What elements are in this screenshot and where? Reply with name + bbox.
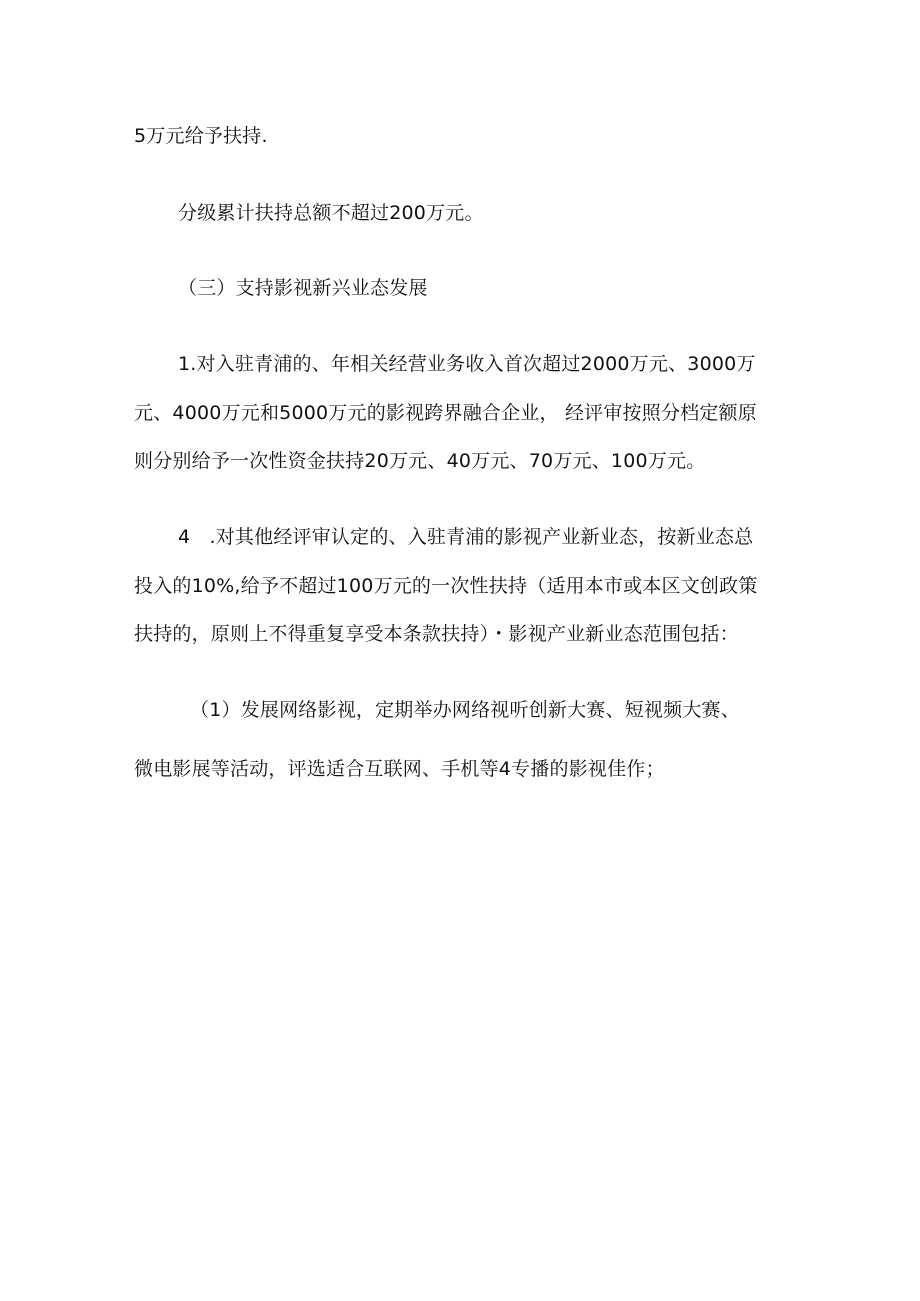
paragraph-1-line-2: 元、4000万元和5000万元的影视跨界融合企业， 经评审按照分档定额原 xyxy=(134,402,757,424)
text-line-total-cap: 分级累计扶持总额不超过200万元。 xyxy=(178,202,484,224)
section-heading: （三）支持影视新兴业态发展 xyxy=(178,277,428,299)
item-1-line-1: （1）发展网络影视，定期举办网络视听创新大赛、短视频大赛、 xyxy=(190,699,740,721)
paragraph-2-line-3: 扶持的，原则上不得重复享受本条款扶持）・影视产业新业态范围包括： xyxy=(134,623,739,645)
paragraph-1-line-1: 1.对入驻青浦的、年相关经营业务收入首次超过2000万元、3000万 xyxy=(178,353,756,375)
paragraph-1-line-3: 则分别给予一次性资金扶持20万元、40万元、70万元、100万元。 xyxy=(134,450,706,472)
paragraph-2-line-1: 4 .对其他经评审认定的、入驻青浦的影视产业新业态，按新业态总 xyxy=(178,526,754,548)
paragraph-2-line-2: 投入的10%,给予不超过100万元的一次性扶持（适用本市或本区文创政策 xyxy=(134,575,758,597)
item-1-line-2: 微电影展等活动，评选适合互联网、手机等4专播的影视佳作； xyxy=(134,758,665,780)
text-line-continuation: 5万元给予扶持. xyxy=(134,125,268,147)
